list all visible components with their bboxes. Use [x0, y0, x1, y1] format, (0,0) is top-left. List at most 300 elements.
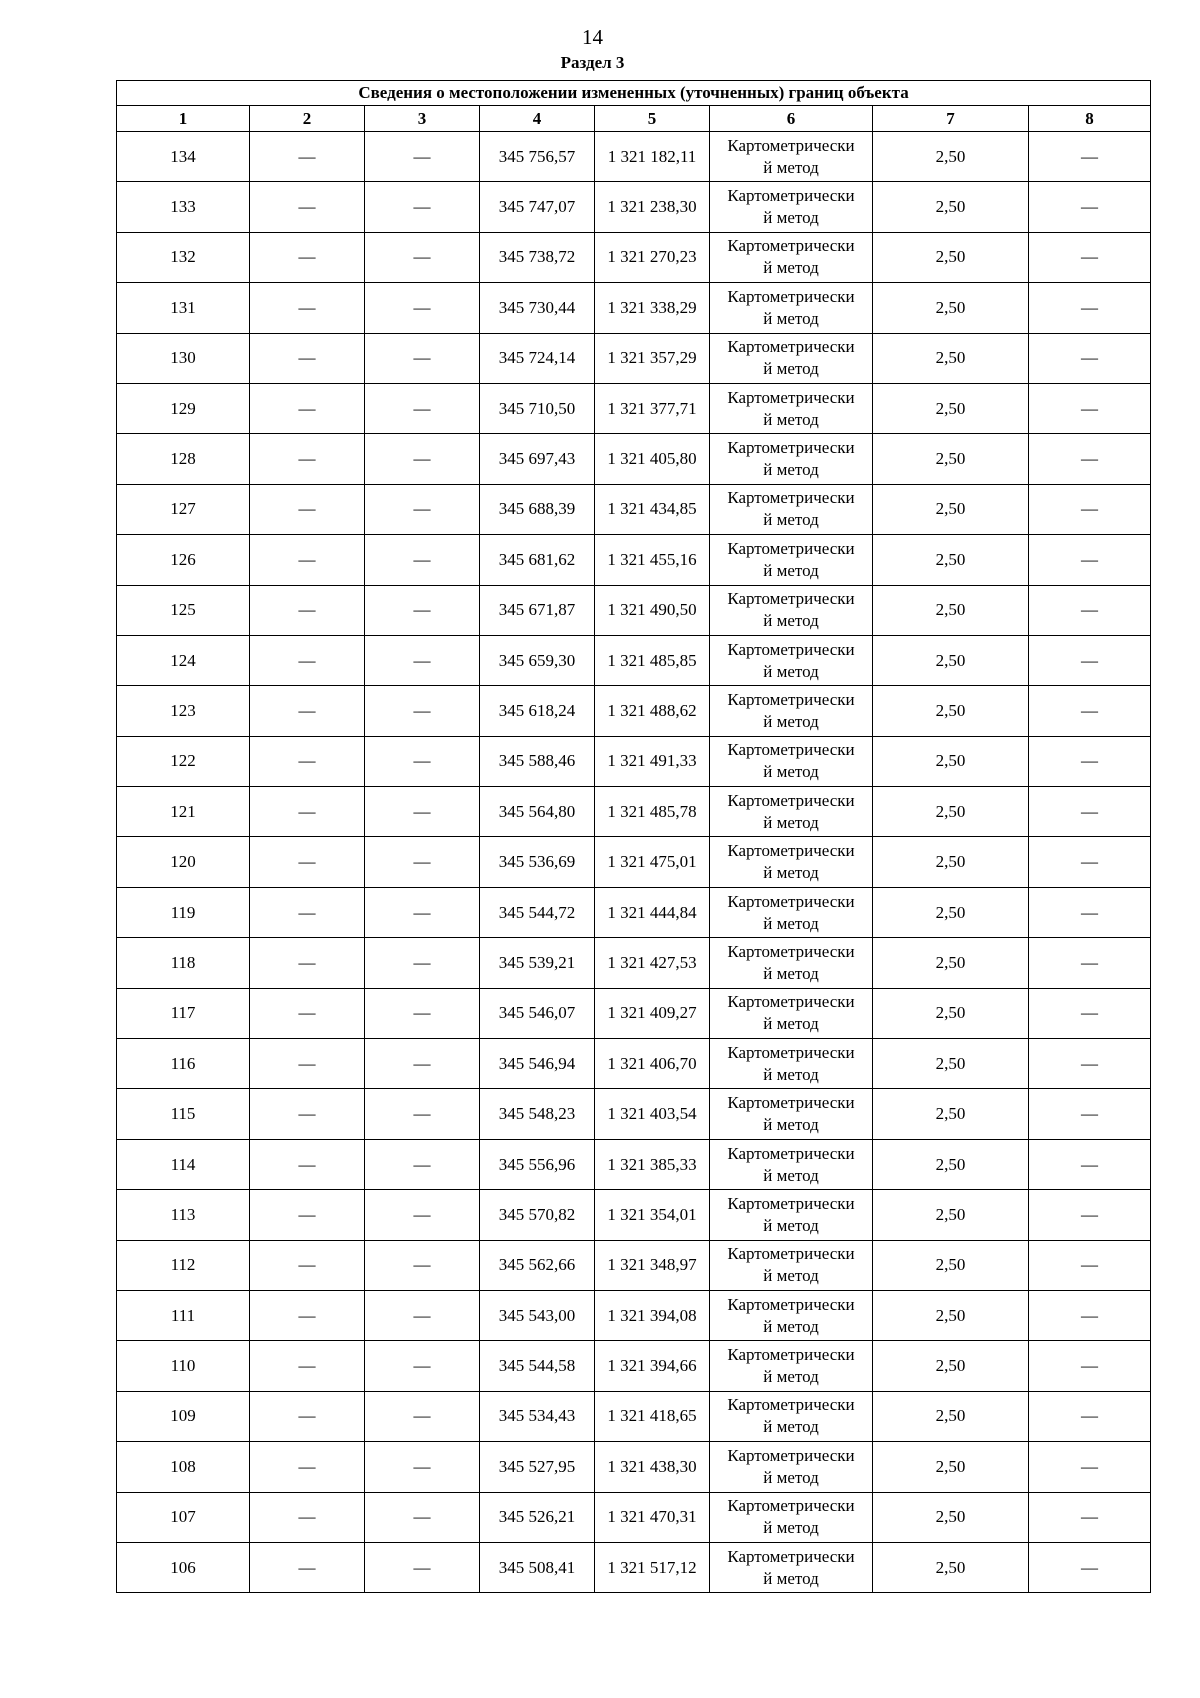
table-row — [117, 938, 1151, 988]
empty-dash-cell: — — [250, 1492, 365, 1542]
method-cell — [710, 1442, 873, 1492]
table-row — [117, 383, 1151, 433]
method-line: Картометрически — [727, 538, 855, 558]
point-number-cell: 106 — [117, 1542, 250, 1592]
x-coordinate-cell: 345 562,66 — [480, 1240, 595, 1290]
x-coordinate-cell: 345 539,21 — [480, 938, 595, 988]
point-number-cell: 115 — [117, 1089, 250, 1139]
method-cell — [710, 1039, 873, 1089]
accuracy-cell: 2,50 — [873, 635, 1029, 685]
point-number-cell: 119 — [117, 887, 250, 937]
y-coordinate-cell: 1 321 438,30 — [595, 1442, 710, 1492]
x-coordinate-cell: 345 526,21 — [480, 1492, 595, 1542]
y-coordinate-cell: 1 321 427,53 — [595, 938, 710, 988]
table-row — [117, 585, 1151, 635]
method-line: Картометрически — [727, 286, 855, 306]
empty-dash-cell: — — [365, 1391, 480, 1441]
empty-dash-cell: — — [1029, 787, 1151, 837]
table-row — [117, 434, 1151, 484]
empty-dash-cell: — — [1029, 283, 1151, 333]
accuracy-cell: 2,50 — [873, 182, 1029, 232]
x-coordinate-cell: 345 730,44 — [480, 283, 595, 333]
x-coordinate-cell: 345 556,96 — [480, 1139, 595, 1189]
method-line: Картометрически — [727, 1345, 855, 1365]
table-row — [117, 1240, 1151, 1290]
empty-dash-cell: — — [250, 1442, 365, 1492]
method-cell — [710, 283, 873, 333]
empty-dash-cell: — — [250, 585, 365, 635]
empty-dash-cell: — — [365, 1190, 480, 1240]
y-coordinate-cell: 1 321 357,29 — [595, 333, 710, 383]
table-row — [117, 232, 1151, 282]
accuracy-cell: 2,50 — [873, 787, 1029, 837]
method-line: Картометрически — [727, 186, 855, 206]
x-coordinate-cell: 345 508,41 — [480, 1542, 595, 1592]
y-coordinate-cell: 1 321 403,54 — [595, 1089, 710, 1139]
point-number-cell: 124 — [117, 635, 250, 685]
method-line: й метод — [763, 1165, 819, 1185]
empty-dash-cell: — — [365, 787, 480, 837]
method-cell — [710, 1190, 873, 1240]
column-number: 3 — [365, 106, 480, 132]
empty-dash-cell: — — [1029, 1089, 1151, 1139]
empty-dash-cell: — — [365, 232, 480, 282]
x-coordinate-cell: 345 544,72 — [480, 887, 595, 937]
method-line: й метод — [763, 1417, 819, 1437]
method-line: й метод — [763, 1115, 819, 1135]
accuracy-cell: 2,50 — [873, 1492, 1029, 1542]
empty-dash-cell: — — [365, 535, 480, 585]
accuracy-cell: 2,50 — [873, 132, 1029, 182]
method-cell — [710, 1542, 873, 1592]
empty-dash-cell: — — [365, 182, 480, 232]
empty-dash-cell: — — [250, 1290, 365, 1340]
column-number: 1 — [117, 106, 250, 132]
method-line: й метод — [763, 661, 819, 681]
y-coordinate-cell: 1 321 270,23 — [595, 232, 710, 282]
empty-dash-cell: — — [1029, 1240, 1151, 1290]
x-coordinate-cell: 345 546,07 — [480, 988, 595, 1038]
empty-dash-cell: — — [250, 383, 365, 433]
method-line: Картометрически — [727, 1546, 855, 1566]
method-line: Картометрически — [727, 1042, 855, 1062]
method-line: Картометрически — [727, 891, 855, 911]
accuracy-cell: 2,50 — [873, 1341, 1029, 1391]
method-line: Картометрически — [727, 387, 855, 407]
empty-dash-cell: — — [365, 283, 480, 333]
empty-dash-cell: — — [365, 1542, 480, 1592]
y-coordinate-cell: 1 321 338,29 — [595, 283, 710, 333]
empty-dash-cell: — — [250, 1240, 365, 1290]
method-line: й метод — [763, 1215, 819, 1235]
x-coordinate-cell: 345 564,80 — [480, 787, 595, 837]
accuracy-cell: 2,50 — [873, 1139, 1029, 1189]
table-caption: Сведения о местоположении измененных (уточненных) границ объекта — [117, 81, 1151, 106]
empty-dash-cell: — — [365, 585, 480, 635]
accuracy-cell: 2,50 — [873, 383, 1029, 433]
table-body — [117, 132, 1151, 1593]
point-number-cell: 121 — [117, 787, 250, 837]
x-coordinate-cell: 345 527,95 — [480, 1442, 595, 1492]
empty-dash-cell: — — [365, 1089, 480, 1139]
empty-dash-cell: — — [365, 484, 480, 534]
y-coordinate-cell: 1 321 348,97 — [595, 1240, 710, 1290]
point-number-cell: 127 — [117, 484, 250, 534]
method-line: й метод — [763, 863, 819, 883]
y-coordinate-cell: 1 321 455,16 — [595, 535, 710, 585]
method-line: Картометрически — [727, 639, 855, 659]
accuracy-cell: 2,50 — [873, 484, 1029, 534]
accuracy-cell: 2,50 — [873, 938, 1029, 988]
x-coordinate-cell: 345 543,00 — [480, 1290, 595, 1340]
table-row — [117, 686, 1151, 736]
accuracy-cell: 2,50 — [873, 333, 1029, 383]
point-number-cell: 109 — [117, 1391, 250, 1441]
empty-dash-cell: — — [1029, 736, 1151, 786]
method-cell — [710, 1290, 873, 1340]
empty-dash-cell: — — [1029, 837, 1151, 887]
method-line: й метод — [763, 560, 819, 580]
point-number-cell: 134 — [117, 132, 250, 182]
method-cell — [710, 1492, 873, 1542]
method-line: й метод — [763, 510, 819, 530]
method-line: Картометрически — [727, 488, 855, 508]
y-coordinate-cell: 1 321 470,31 — [595, 1492, 710, 1542]
table-row — [117, 988, 1151, 1038]
method-line: Картометрически — [727, 1496, 855, 1516]
method-line: Картометрически — [727, 1143, 855, 1163]
empty-dash-cell: — — [1029, 434, 1151, 484]
y-coordinate-cell: 1 321 354,01 — [595, 1190, 710, 1240]
method-line: й метод — [763, 308, 819, 328]
empty-dash-cell: — — [365, 1240, 480, 1290]
table-row — [117, 1290, 1151, 1340]
point-number-cell: 125 — [117, 585, 250, 635]
method-line: Картометрически — [727, 1294, 855, 1314]
x-coordinate-cell: 345 724,14 — [480, 333, 595, 383]
y-coordinate-cell: 1 321 405,80 — [595, 434, 710, 484]
empty-dash-cell: — — [250, 787, 365, 837]
method-line: й метод — [763, 460, 819, 480]
point-number-cell: 112 — [117, 1240, 250, 1290]
method-cell — [710, 434, 873, 484]
y-coordinate-cell: 1 321 182,11 — [595, 132, 710, 182]
method-cell — [710, 635, 873, 685]
section-title: Раздел 3 — [560, 53, 625, 72]
method-line: й метод — [763, 157, 819, 177]
y-coordinate-cell: 1 321 490,50 — [595, 585, 710, 635]
accuracy-cell: 2,50 — [873, 1391, 1029, 1441]
empty-dash-cell: — — [250, 283, 365, 333]
x-coordinate-cell: 345 618,24 — [480, 686, 595, 736]
y-coordinate-cell: 1 321 491,33 — [595, 736, 710, 786]
point-number-cell: 111 — [117, 1290, 250, 1340]
accuracy-cell: 2,50 — [873, 1190, 1029, 1240]
table-row — [117, 635, 1151, 685]
empty-dash-cell: — — [250, 837, 365, 887]
table-row — [117, 333, 1151, 383]
accuracy-cell: 2,50 — [873, 988, 1029, 1038]
method-cell — [710, 1089, 873, 1139]
accuracy-cell: 2,50 — [873, 1442, 1029, 1492]
empty-dash-cell: — — [250, 182, 365, 232]
method-line: Картометрически — [727, 1244, 855, 1264]
empty-dash-cell: — — [365, 434, 480, 484]
method-line: Картометрически — [727, 790, 855, 810]
x-coordinate-cell: 345 536,69 — [480, 837, 595, 887]
empty-dash-cell: — — [365, 988, 480, 1038]
x-coordinate-cell: 345 671,87 — [480, 585, 595, 635]
empty-dash-cell: — — [1029, 1542, 1151, 1592]
method-line: й метод — [763, 711, 819, 731]
y-coordinate-cell: 1 321 444,84 — [595, 887, 710, 937]
accuracy-cell: 2,50 — [873, 434, 1029, 484]
method-cell — [710, 383, 873, 433]
empty-dash-cell: — — [1029, 1442, 1151, 1492]
empty-dash-cell: — — [1029, 182, 1151, 232]
empty-dash-cell: — — [365, 132, 480, 182]
point-number-cell: 133 — [117, 182, 250, 232]
x-coordinate-cell: 345 747,07 — [480, 182, 595, 232]
empty-dash-cell: — — [365, 1290, 480, 1340]
method-line: й метод — [763, 913, 819, 933]
method-cell — [710, 132, 873, 182]
table-row — [117, 1089, 1151, 1139]
method-line: Картометрически — [727, 135, 855, 155]
y-coordinate-cell: 1 321 475,01 — [595, 837, 710, 887]
table-row — [117, 1341, 1151, 1391]
method-line: Картометрически — [727, 1193, 855, 1213]
method-line: й метод — [763, 762, 819, 782]
column-number: 7 — [873, 106, 1029, 132]
empty-dash-cell: — — [365, 1492, 480, 1542]
empty-dash-cell: — — [250, 1139, 365, 1189]
empty-dash-cell: — — [1029, 1492, 1151, 1542]
y-coordinate-cell: 1 321 394,08 — [595, 1290, 710, 1340]
point-number-cell: 113 — [117, 1190, 250, 1240]
table-row — [117, 484, 1151, 534]
empty-dash-cell: — — [250, 132, 365, 182]
empty-dash-cell: — — [1029, 887, 1151, 937]
point-number-cell: 123 — [117, 686, 250, 736]
method-line: й метод — [763, 1367, 819, 1387]
method-line: й метод — [763, 1064, 819, 1084]
table-row — [117, 132, 1151, 182]
method-cell — [710, 1391, 873, 1441]
empty-dash-cell: — — [365, 837, 480, 887]
empty-dash-cell: — — [1029, 988, 1151, 1038]
table-row — [117, 1391, 1151, 1441]
empty-dash-cell: — — [1029, 585, 1151, 635]
method-line: Картометрически — [727, 589, 855, 609]
empty-dash-cell: — — [1029, 232, 1151, 282]
table-row — [117, 1139, 1151, 1189]
empty-dash-cell: — — [365, 686, 480, 736]
point-number-cell: 122 — [117, 736, 250, 786]
accuracy-cell: 2,50 — [873, 837, 1029, 887]
column-number: 8 — [1029, 106, 1151, 132]
x-coordinate-cell: 345 548,23 — [480, 1089, 595, 1139]
x-coordinate-cell: 345 756,57 — [480, 132, 595, 182]
x-coordinate-cell: 345 546,94 — [480, 1039, 595, 1089]
method-line: й метод — [763, 1518, 819, 1538]
empty-dash-cell: — — [365, 887, 480, 937]
x-coordinate-cell: 345 659,30 — [480, 635, 595, 685]
accuracy-cell: 2,50 — [873, 535, 1029, 585]
empty-dash-cell: — — [250, 686, 365, 736]
column-number: 4 — [480, 106, 595, 132]
column-number: 6 — [710, 106, 873, 132]
method-line: Картометрически — [727, 941, 855, 961]
method-line: Картометрически — [727, 689, 855, 709]
accuracy-cell: 2,50 — [873, 585, 1029, 635]
x-coordinate-cell: 345 688,39 — [480, 484, 595, 534]
method-cell — [710, 182, 873, 232]
empty-dash-cell: — — [365, 736, 480, 786]
x-coordinate-cell: 345 544,58 — [480, 1341, 595, 1391]
method-cell — [710, 1341, 873, 1391]
table-row — [117, 1542, 1151, 1592]
empty-dash-cell: — — [1029, 383, 1151, 433]
empty-dash-cell: — — [250, 887, 365, 937]
point-number-cell: 130 — [117, 333, 250, 383]
method-cell — [710, 585, 873, 635]
method-line: Картометрически — [727, 236, 855, 256]
column-number-row — [117, 106, 1151, 132]
empty-dash-cell: — — [1029, 1290, 1151, 1340]
empty-dash-cell: — — [250, 1542, 365, 1592]
table-row — [117, 1190, 1151, 1240]
empty-dash-cell: — — [1029, 333, 1151, 383]
table-row — [117, 1442, 1151, 1492]
point-number-cell: 128 — [117, 434, 250, 484]
point-number-cell: 132 — [117, 232, 250, 282]
method-cell — [710, 736, 873, 786]
method-cell — [710, 787, 873, 837]
method-line: й метод — [763, 258, 819, 278]
method-cell — [710, 837, 873, 887]
y-coordinate-cell: 1 321 394,66 — [595, 1341, 710, 1391]
empty-dash-cell: — — [1029, 1341, 1151, 1391]
method-line: Картометрически — [727, 841, 855, 861]
x-coordinate-cell: 345 738,72 — [480, 232, 595, 282]
point-number-cell: 117 — [117, 988, 250, 1038]
empty-dash-cell: — — [365, 1442, 480, 1492]
method-line: й метод — [763, 359, 819, 379]
method-line: й метод — [763, 1467, 819, 1487]
empty-dash-cell: — — [1029, 1190, 1151, 1240]
method-line: й метод — [763, 1316, 819, 1336]
accuracy-cell: 2,50 — [873, 686, 1029, 736]
method-line: й метод — [763, 409, 819, 429]
empty-dash-cell: — — [250, 1039, 365, 1089]
table-row — [117, 887, 1151, 937]
y-coordinate-cell: 1 321 409,27 — [595, 988, 710, 1038]
y-coordinate-cell: 1 321 485,85 — [595, 635, 710, 685]
page-number: 14 — [582, 25, 603, 49]
table-row — [117, 1492, 1151, 1542]
point-number-cell: 116 — [117, 1039, 250, 1089]
x-coordinate-cell: 345 697,43 — [480, 434, 595, 484]
y-coordinate-cell: 1 321 488,62 — [595, 686, 710, 736]
y-coordinate-cell: 1 321 418,65 — [595, 1391, 710, 1441]
accuracy-cell: 2,50 — [873, 887, 1029, 937]
empty-dash-cell: — — [365, 1341, 480, 1391]
method-line: Картометрически — [727, 740, 855, 760]
method-cell — [710, 1240, 873, 1290]
empty-dash-cell: — — [250, 232, 365, 282]
empty-dash-cell: — — [1029, 1039, 1151, 1089]
empty-dash-cell: — — [365, 383, 480, 433]
accuracy-cell: 2,50 — [873, 283, 1029, 333]
table-row — [117, 787, 1151, 837]
point-number-cell: 131 — [117, 283, 250, 333]
method-line: Картометрически — [727, 1445, 855, 1465]
table-row — [117, 182, 1151, 232]
accuracy-cell: 2,50 — [873, 1290, 1029, 1340]
point-number-cell: 107 — [117, 1492, 250, 1542]
method-line: й метод — [763, 208, 819, 228]
y-coordinate-cell: 1 321 517,12 — [595, 1542, 710, 1592]
empty-dash-cell: — — [1029, 686, 1151, 736]
method-line: Картометрически — [727, 1093, 855, 1113]
accuracy-cell: 2,50 — [873, 1089, 1029, 1139]
table-row — [117, 837, 1151, 887]
point-number-cell: 126 — [117, 535, 250, 585]
accuracy-cell: 2,50 — [873, 736, 1029, 786]
empty-dash-cell: — — [250, 988, 365, 1038]
method-cell — [710, 686, 873, 736]
method-line: Картометрически — [727, 992, 855, 1012]
table-row — [117, 283, 1151, 333]
method-line: й метод — [763, 812, 819, 832]
empty-dash-cell: — — [250, 938, 365, 988]
point-number-cell: 118 — [117, 938, 250, 988]
empty-dash-cell: — — [1029, 484, 1151, 534]
y-coordinate-cell: 1 321 377,71 — [595, 383, 710, 433]
point-number-cell: 129 — [117, 383, 250, 433]
method-cell — [710, 535, 873, 585]
method-cell — [710, 938, 873, 988]
empty-dash-cell: — — [250, 484, 365, 534]
empty-dash-cell: — — [365, 333, 480, 383]
empty-dash-cell: — — [250, 1391, 365, 1441]
table-caption-row — [117, 81, 1151, 106]
x-coordinate-cell: 345 710,50 — [480, 383, 595, 433]
empty-dash-cell: — — [250, 434, 365, 484]
method-cell — [710, 1139, 873, 1189]
point-number-cell: 110 — [117, 1341, 250, 1391]
accuracy-cell: 2,50 — [873, 1542, 1029, 1592]
method-cell — [710, 887, 873, 937]
boundary-coordinates-table — [116, 80, 1151, 1593]
point-number-cell: 120 — [117, 837, 250, 887]
table-row — [117, 736, 1151, 786]
empty-dash-cell: — — [1029, 635, 1151, 685]
empty-dash-cell: — — [250, 1089, 365, 1139]
table-row — [117, 535, 1151, 585]
method-line: й метод — [763, 611, 819, 631]
empty-dash-cell: — — [250, 736, 365, 786]
method-line: Картометрически — [727, 1395, 855, 1415]
x-coordinate-cell: 345 534,43 — [480, 1391, 595, 1441]
empty-dash-cell: — — [365, 938, 480, 988]
method-cell — [710, 484, 873, 534]
method-line: й метод — [763, 1266, 819, 1286]
column-number: 2 — [250, 106, 365, 132]
method-cell — [710, 333, 873, 383]
empty-dash-cell: — — [1029, 1139, 1151, 1189]
